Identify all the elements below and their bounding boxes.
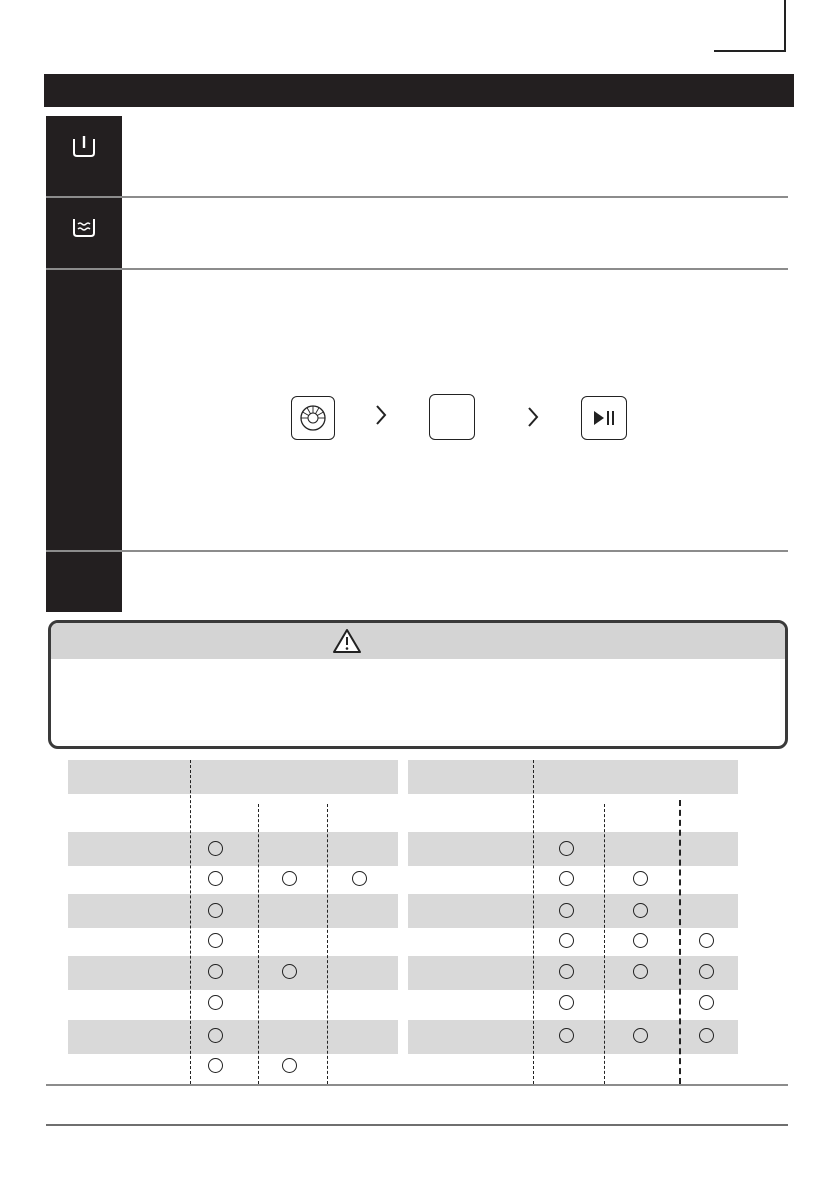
blank-step-button[interactable] xyxy=(429,394,475,440)
program-dial-icon xyxy=(298,403,328,433)
row-divider-3 xyxy=(46,550,788,552)
circle-marker-icon xyxy=(633,903,648,918)
footer-divider-2 xyxy=(46,1124,788,1126)
circle-marker-icon xyxy=(699,933,714,948)
chevron-right-icon xyxy=(374,403,388,427)
side-cell-row-3 xyxy=(46,270,122,550)
circle-marker-icon xyxy=(633,964,648,979)
circle-marker-icon xyxy=(559,933,574,948)
warning-box xyxy=(48,620,788,749)
circle-marker-icon xyxy=(208,995,223,1010)
circle-marker-icon xyxy=(208,1028,223,1043)
table-left-divider-3 xyxy=(327,804,328,1084)
door-lock-icon xyxy=(71,133,97,159)
start-pause-button[interactable] xyxy=(581,396,627,440)
circle-marker-icon xyxy=(282,1058,297,1073)
circle-marker-icon xyxy=(699,964,714,979)
circle-marker-icon xyxy=(633,933,648,948)
table-left-band-3 xyxy=(68,956,398,990)
table-left-divider-main xyxy=(190,760,191,1084)
side-cell-row-4 xyxy=(46,552,122,612)
circle-marker-icon xyxy=(208,933,223,948)
crop-mark-horizontal xyxy=(714,50,786,52)
circle-marker-icon xyxy=(208,841,223,856)
circle-marker-icon xyxy=(559,964,574,979)
circle-marker-icon xyxy=(282,871,297,886)
play-pause-icon xyxy=(592,409,616,427)
table-left-band-4 xyxy=(68,1020,398,1054)
circle-marker-icon xyxy=(559,841,574,856)
table-right-divider-2 xyxy=(604,804,605,1084)
footer-divider-1 xyxy=(46,1084,788,1086)
chevron-right-icon xyxy=(526,405,540,429)
table-right-header-band xyxy=(408,760,738,794)
circle-marker-icon xyxy=(699,995,714,1010)
table-left-band-2 xyxy=(68,894,398,928)
table-left-divider-2 xyxy=(258,804,259,1084)
circle-marker-icon xyxy=(208,1058,223,1073)
table-left-band-1 xyxy=(68,832,398,866)
row-divider-2 xyxy=(46,268,788,270)
circle-marker-icon xyxy=(208,871,223,886)
circle-marker-icon xyxy=(559,871,574,886)
crop-mark-vertical xyxy=(784,0,786,52)
circle-marker-icon xyxy=(208,964,223,979)
circle-marker-icon xyxy=(633,1028,648,1043)
program-dial-button[interactable] xyxy=(291,396,335,440)
section-header-bar xyxy=(44,74,794,107)
circle-marker-icon xyxy=(633,871,648,886)
side-cell-row-1 xyxy=(46,116,122,196)
table-left-header-band xyxy=(68,760,398,794)
water-basin-icon xyxy=(71,214,97,240)
circle-marker-icon xyxy=(282,964,297,979)
side-cell-row-2 xyxy=(46,198,122,268)
table-right-divider-main xyxy=(533,760,534,1084)
step-arrow-1 xyxy=(374,403,388,432)
circle-marker-icon xyxy=(208,903,223,918)
circle-marker-icon xyxy=(559,1028,574,1043)
warning-header xyxy=(51,623,785,659)
circle-marker-icon xyxy=(352,871,367,886)
circle-marker-icon xyxy=(559,995,574,1010)
table-right-divider-3 xyxy=(679,800,681,1084)
row-divider-1 xyxy=(46,196,788,198)
circle-marker-icon xyxy=(559,903,574,918)
circle-marker-icon xyxy=(699,1028,714,1043)
warning-triangle-icon xyxy=(332,628,362,654)
step-arrow-2 xyxy=(526,405,540,434)
